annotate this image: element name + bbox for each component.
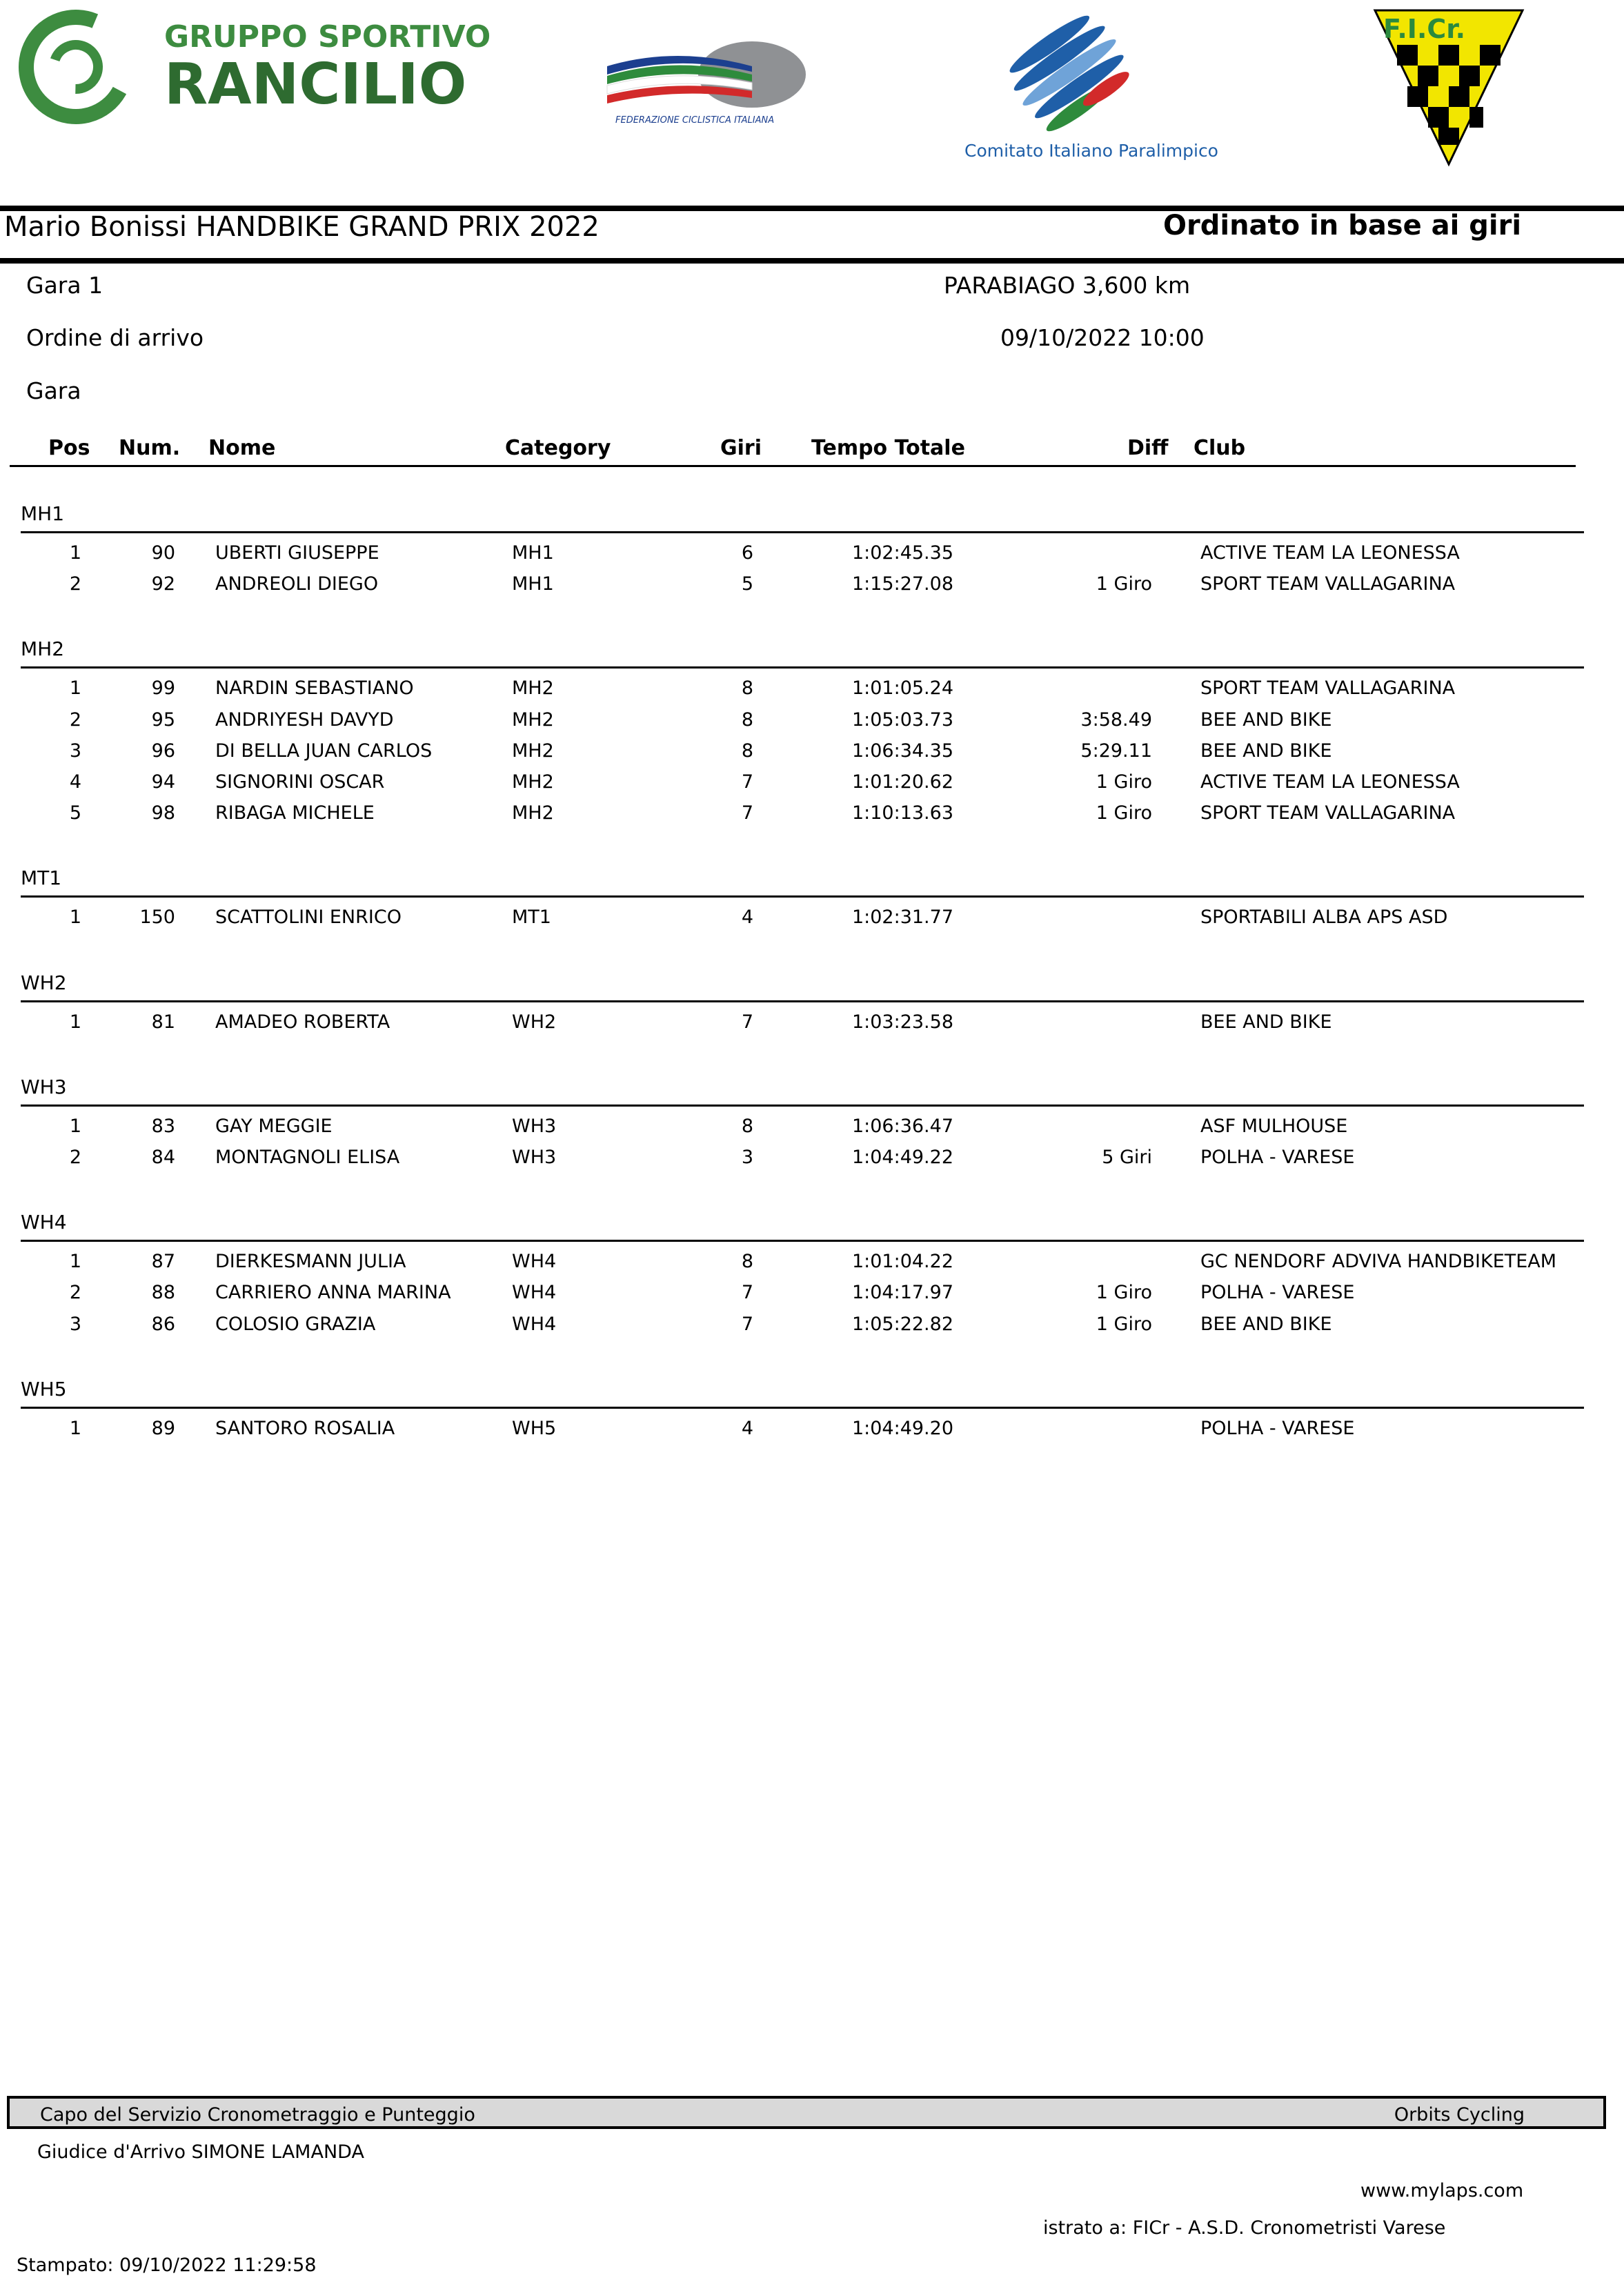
cell-time: 1:04:17.97 [851, 1282, 953, 1304]
cell-num: 84 [151, 1147, 175, 1168]
cell-num: 150 [139, 907, 175, 929]
cell-category: MH2 [512, 771, 554, 793]
cell-category: WH3 [512, 1147, 557, 1168]
cell-club: BEE AND BIKE [1200, 1011, 1332, 1033]
cell-pos: 1 [69, 1115, 81, 1137]
cell-laps: 6 [741, 542, 753, 564]
cell-num: 94 [151, 771, 175, 793]
cell-club: ACTIVE TEAM LA LEONESSA [1200, 771, 1460, 793]
cell-pos: 1 [69, 907, 81, 929]
cell-laps: 7 [741, 802, 753, 824]
ficr-logo [1369, 7, 1528, 169]
cell-laps: 8 [741, 709, 753, 731]
cell-laps: 7 [741, 1313, 753, 1335]
mylaps-link[interactable]: www.mylaps.com [1360, 2180, 1524, 2201]
col-header-diff: Diff [1127, 436, 1169, 460]
cell-pos: 1 [69, 1417, 81, 1439]
cell-pos: 2 [69, 1147, 81, 1168]
event-title: Mario Bonissi HANDBIKE GRAND PRIX 2022 [4, 211, 600, 243]
cell-laps: 3 [741, 1147, 753, 1168]
registered-to: istrato a: FICr - A.S.D. Cronometristi Varese [1043, 2217, 1446, 2239]
cell-time: 1:05:22.82 [851, 1313, 953, 1335]
cell-category: MH2 [512, 709, 554, 731]
cell-time: 1:02:31.77 [851, 907, 953, 929]
cell-category: MH1 [512, 573, 554, 595]
category-group-rule [21, 1240, 1584, 1242]
cell-category: WH2 [512, 1011, 557, 1033]
category-group-label: MH1 [21, 502, 65, 525]
race-type: Gara [26, 377, 81, 404]
category-group-label: MH2 [21, 637, 65, 661]
col-header-club: Club [1194, 436, 1246, 460]
cell-category: WH3 [512, 1115, 557, 1137]
cell-club: SPORT TEAM VALLAGARINA [1200, 677, 1456, 700]
cell-time: 1:02:45.35 [851, 542, 953, 564]
cell-name: COLOSIO GRAZIA [215, 1313, 376, 1335]
printed-timestamp: Stampato: 09/10/2022 11:29:58 [17, 2255, 317, 2276]
footer-bar [7, 2096, 1606, 2129]
cell-name: RIBAGA MICHELE [215, 802, 375, 824]
cell-time: 1:05:03.73 [851, 709, 953, 731]
cell-laps: 8 [741, 1115, 753, 1137]
cell-diff: 1 Giro [1096, 1282, 1152, 1304]
cell-name: DIERKESMANN JULIA [215, 1251, 406, 1273]
cell-diff: 3:58.49 [1080, 709, 1152, 731]
race-location: PARABIAGO 3,600 km [944, 272, 1191, 299]
cell-club: POLHA - VARESE [1200, 1417, 1355, 1439]
category-group-label: WH3 [21, 1075, 67, 1098]
cell-diff: 1 Giro [1096, 771, 1152, 793]
cell-pos: 1 [69, 1251, 81, 1273]
cell-name: DI BELLA JUAN CARLOS [215, 740, 433, 762]
cell-pos: 2 [69, 1282, 81, 1304]
cell-time: 1:06:36.47 [851, 1115, 953, 1137]
cell-laps: 8 [741, 740, 753, 762]
cell-category: MH2 [512, 802, 554, 824]
cell-num: 89 [151, 1417, 175, 1439]
cell-num: 98 [151, 802, 175, 824]
cell-time: 1:04:49.20 [851, 1417, 953, 1439]
cell-laps: 7 [741, 1011, 753, 1033]
cell-category: WH4 [512, 1251, 557, 1273]
results-subtitle: Ordine di arrivo [26, 324, 204, 351]
cell-club: ACTIVE TEAM LA LEONESSA [1200, 542, 1460, 564]
cell-name: CARRIERO ANNA MARINA [215, 1282, 451, 1304]
category-group-label: WH4 [21, 1211, 67, 1234]
cell-num: 92 [151, 573, 175, 595]
cell-time: 1:04:49.22 [851, 1147, 953, 1168]
cell-club: POLHA - VARESE [1200, 1147, 1355, 1168]
race-name: Gara 1 [26, 272, 103, 299]
cell-diff: 5:29.11 [1080, 740, 1152, 762]
cell-time: 1:01:20.62 [851, 771, 953, 793]
cell-num: 95 [151, 709, 175, 731]
cell-pos: 1 [69, 1011, 81, 1033]
cell-num: 99 [151, 677, 175, 700]
cell-diff: 1 Giro [1096, 1313, 1152, 1335]
category-group-rule [21, 666, 1584, 668]
ficr-logo-text: F.I.Cr. [1383, 14, 1466, 44]
cell-pos: 3 [69, 1313, 81, 1335]
cell-pos: 4 [69, 771, 81, 793]
header-bottom-rule [0, 258, 1624, 264]
col-header-time: Tempo Totale [811, 436, 965, 460]
cell-name: ANDRIYESH DAVYD [215, 709, 394, 731]
col-header-num: Num. [119, 436, 181, 460]
category-group-label: WH2 [21, 971, 67, 994]
category-group-rule [21, 1407, 1584, 1409]
col-header-laps: Giri [720, 436, 762, 460]
category-group-rule [21, 531, 1584, 533]
cell-category: MH1 [512, 542, 554, 564]
timing-system-label: Orbits Cycling [1394, 2104, 1525, 2126]
svg-text:RANCILIO: RANCILIO [164, 52, 467, 117]
col-header-pos: Pos [48, 436, 90, 460]
cell-pos: 5 [69, 802, 81, 824]
cell-category: MH2 [512, 677, 554, 700]
cell-laps: 4 [741, 1417, 753, 1439]
cell-time: 1:01:04.22 [851, 1251, 953, 1273]
cell-category: MH2 [512, 740, 554, 762]
table-header-rule [10, 465, 1576, 467]
cell-num: 88 [151, 1282, 175, 1304]
cell-pos: 1 [69, 677, 81, 700]
category-group-label: WH5 [21, 1377, 67, 1400]
cell-time: 1:10:13.63 [851, 802, 953, 824]
svg-text:FEDERAZIONE CICLISTICA ITALIAN: FEDERAZIONE CICLISTICA ITALIANA [615, 115, 775, 126]
cell-time: 1:06:34.35 [851, 740, 953, 762]
cell-pos: 2 [69, 709, 81, 731]
cell-time: 1:01:05.24 [851, 677, 953, 700]
svg-text:Comitato Italiano Paralimpico: Comitato Italiano Paralimpico [964, 141, 1218, 161]
cell-pos: 1 [69, 542, 81, 564]
cell-num: 83 [151, 1115, 175, 1137]
sort-order-title: Ordinato in base ai giri [1163, 210, 1522, 241]
cell-category: WH4 [512, 1313, 557, 1335]
cell-laps: 7 [741, 771, 753, 793]
cell-club: SPORT TEAM VALLAGARINA [1200, 802, 1456, 824]
race-datetime: 09/10/2022 10:00 [1000, 324, 1205, 351]
cell-name: SIGNORINI OSCAR [215, 771, 385, 793]
gruppo-sportivo-rancilio-logo [14, 0, 491, 138]
cell-diff: 1 Giro [1096, 573, 1152, 595]
cell-pos: 3 [69, 740, 81, 762]
cell-num: 90 [151, 542, 175, 564]
cell-laps: 4 [741, 907, 753, 929]
cell-category: WH5 [512, 1417, 557, 1439]
finish-judge: Giudice d'Arrivo SIMONE LAMANDA [37, 2141, 364, 2163]
category-group-rule [21, 1000, 1584, 1002]
cell-pos: 2 [69, 573, 81, 595]
cell-name: SCATTOLINI ENRICO [215, 907, 402, 929]
cell-laps: 8 [741, 677, 753, 700]
cell-num: 81 [151, 1011, 175, 1033]
category-group-rule [21, 895, 1584, 898]
cell-club: SPORTABILI ALBA APS ASD [1200, 907, 1448, 929]
cell-num: 86 [151, 1313, 175, 1335]
timing-service-label: Capo del Servizio Cronometraggio e Punteggio [40, 2104, 475, 2126]
cell-num: 96 [151, 740, 175, 762]
cell-diff: 5 Giri [1102, 1147, 1152, 1168]
cell-club: BEE AND BIKE [1200, 1313, 1332, 1335]
cell-club: POLHA - VARESE [1200, 1282, 1355, 1304]
col-header-name: Nome [208, 436, 276, 460]
cell-time: 1:15:27.08 [851, 573, 953, 595]
cell-club: BEE AND BIKE [1200, 740, 1332, 762]
cip-logo [959, 3, 1218, 166]
cell-diff: 1 Giro [1096, 802, 1152, 824]
category-group-label: MT1 [21, 866, 62, 890]
cell-name: MONTAGNOLI ELISA [215, 1147, 400, 1168]
category-group-rule [21, 1105, 1584, 1107]
cell-laps: 5 [741, 573, 753, 595]
cell-time: 1:03:23.58 [851, 1011, 953, 1033]
cell-name: NARDIN SEBASTIANO [215, 677, 414, 700]
cell-name: SANTORO ROSALIA [215, 1417, 395, 1439]
cell-club: BEE AND BIKE [1200, 709, 1332, 731]
fci-logo [593, 28, 821, 138]
cell-laps: 8 [741, 1251, 753, 1273]
col-header-category: Category [505, 436, 611, 460]
cell-name: GAY MEGGIE [215, 1115, 333, 1137]
cell-name: AMADEO ROBERTA [215, 1011, 390, 1033]
svg-text:GRUPPO SPORTIVO: GRUPPO SPORTIVO [164, 19, 491, 55]
cell-club: GC NENDORF ADVIVA HANDBIKETEAM [1200, 1251, 1557, 1273]
cell-club: ASF MULHOUSE [1200, 1115, 1348, 1137]
cell-category: MT1 [512, 907, 551, 929]
cell-club: SPORT TEAM VALLAGARINA [1200, 573, 1456, 595]
cell-num: 87 [151, 1251, 175, 1273]
cell-name: UBERTI GIUSEPPE [215, 542, 379, 564]
cell-category: WH4 [512, 1282, 557, 1304]
cell-laps: 7 [741, 1282, 753, 1304]
cell-name: ANDREOLI DIEGO [215, 573, 379, 595]
